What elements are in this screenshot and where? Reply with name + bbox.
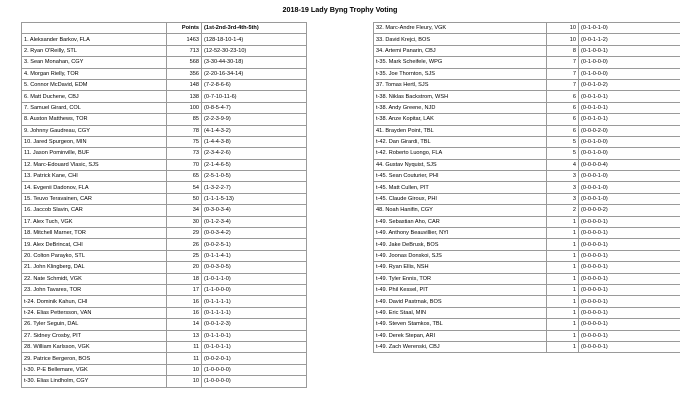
player-name: t-38. Niklas Backstrom, WSH bbox=[374, 91, 547, 102]
table-row bbox=[374, 125, 680, 136]
player-votes: (0-0-0-1-0) bbox=[579, 171, 680, 182]
player-votes: (0-0-0-0-1) bbox=[579, 341, 680, 352]
table-row bbox=[22, 376, 307, 387]
player-name: t-45. Claude Giroux, PHI bbox=[374, 193, 547, 204]
player-votes: (0-0-2-0-1) bbox=[202, 353, 307, 364]
table-row bbox=[374, 34, 680, 45]
player-points: 1 bbox=[547, 284, 579, 295]
header-votes: (1st-2nd-3rd-4th-5th) bbox=[202, 23, 307, 34]
table-row bbox=[374, 182, 680, 193]
voting-table-left bbox=[21, 22, 307, 388]
player-name: 20. Colton Parayko, STL bbox=[22, 250, 167, 261]
player-name: t-49. David Pastrnak, BOS bbox=[374, 296, 547, 307]
player-votes: (0-1-1-1-1) bbox=[202, 307, 307, 318]
player-name: 4. Morgan Rielly, TOR bbox=[22, 68, 167, 79]
player-votes: (1-1-1-5-13) bbox=[202, 193, 307, 204]
table-row bbox=[374, 79, 680, 90]
player-points: 356 bbox=[167, 68, 202, 79]
table-row bbox=[374, 159, 680, 170]
player-votes: (1-0-0-0-0) bbox=[202, 364, 307, 375]
player-name: t-30. Elias Lindholm, CGY bbox=[22, 376, 167, 387]
player-points: 6 bbox=[547, 102, 579, 113]
player-votes: (0-1-1-1-1) bbox=[202, 296, 307, 307]
player-votes: (0-0-0-0-1) bbox=[579, 284, 680, 295]
player-name: t-49. Anthony Beauvillier, NYI bbox=[374, 228, 547, 239]
player-points: 3 bbox=[547, 171, 579, 182]
table-row bbox=[374, 148, 680, 159]
player-votes: (128-18-10-1-4) bbox=[202, 34, 307, 45]
player-name: 19. Alex DeBrincat, CHI bbox=[22, 239, 167, 250]
player-votes: (0-0-1-1-2) bbox=[579, 34, 680, 45]
player-points: 50 bbox=[167, 193, 202, 204]
player-votes: (0-0-2-5-1) bbox=[202, 239, 307, 250]
player-points: 3 bbox=[547, 182, 579, 193]
table-row bbox=[22, 205, 307, 216]
player-votes: (0-7-10-11-6) bbox=[202, 91, 307, 102]
player-votes: (3-30-44-30-18) bbox=[202, 57, 307, 68]
player-points: 30 bbox=[167, 216, 202, 227]
player-votes: (0-0-0-0-1) bbox=[579, 296, 680, 307]
table-header-row bbox=[22, 23, 307, 34]
player-votes: (1-0-1-1-0) bbox=[202, 273, 307, 284]
player-points: 713 bbox=[167, 45, 202, 56]
player-points: 6 bbox=[547, 114, 579, 125]
table-row bbox=[374, 114, 680, 125]
player-points: 148 bbox=[167, 79, 202, 90]
header-player bbox=[22, 23, 167, 34]
player-points: 1463 bbox=[167, 34, 202, 45]
player-points: 10 bbox=[167, 376, 202, 387]
table-row bbox=[374, 228, 680, 239]
player-name: t-38. Anze Kopitar, LAK bbox=[374, 114, 547, 125]
player-name: t-49. Eric Staal, MIN bbox=[374, 307, 547, 318]
player-votes: (0-0-0-0-1) bbox=[579, 216, 680, 227]
player-points: 26 bbox=[167, 239, 202, 250]
player-votes: (1-3-2-2-7) bbox=[202, 182, 307, 193]
player-votes: (0-1-1-0-1) bbox=[202, 330, 307, 341]
table-row bbox=[374, 284, 680, 295]
table-row bbox=[374, 250, 680, 261]
player-votes: (0-0-0-0-1) bbox=[579, 330, 680, 341]
player-points: 1 bbox=[547, 296, 579, 307]
player-votes: (1-4-4-3-8) bbox=[202, 136, 307, 147]
player-name: 2. Ryan O'Reilly, STL bbox=[22, 45, 167, 56]
table-row bbox=[374, 91, 680, 102]
player-votes: (0-3-0-3-4) bbox=[202, 205, 307, 216]
player-votes: (0-0-0-0-1) bbox=[579, 307, 680, 318]
table-row bbox=[22, 216, 307, 227]
player-points: 73 bbox=[167, 148, 202, 159]
player-name: 44. Gustav Nyquist, SJS bbox=[374, 159, 547, 170]
player-points: 4 bbox=[547, 159, 579, 170]
player-name: 18. Mitchell Marner, TOR bbox=[22, 228, 167, 239]
player-name: 34. Artemi Panarin, CBJ bbox=[374, 45, 547, 56]
player-name: 41. Brayden Point, TBL bbox=[374, 125, 547, 136]
table-row bbox=[22, 136, 307, 147]
player-votes: (0-1-0-0-0) bbox=[579, 68, 680, 79]
player-votes: (0-0-1-0-1) bbox=[579, 114, 680, 125]
player-votes: (2-2-3-9-9) bbox=[202, 114, 307, 125]
player-name: 11. Jason Pominville, BUF bbox=[22, 148, 167, 159]
player-points: 5 bbox=[547, 136, 579, 147]
player-votes: (0-0-0-0-1) bbox=[579, 262, 680, 273]
player-name: t-35. Mark Scheifele, WPG bbox=[374, 57, 547, 68]
voting-table-right bbox=[373, 22, 680, 353]
player-votes: (0-0-3-4-2) bbox=[202, 228, 307, 239]
player-name: 14. Evgenii Dadonov, FLA bbox=[22, 182, 167, 193]
player-points: 1 bbox=[547, 239, 579, 250]
player-votes: (0-8-5-4-7) bbox=[202, 102, 307, 113]
player-name: 13. Patrick Kane, CHI bbox=[22, 171, 167, 182]
player-points: 6 bbox=[547, 91, 579, 102]
player-votes: (1-1-0-0-0) bbox=[202, 284, 307, 295]
player-points: 75 bbox=[167, 136, 202, 147]
player-name: t-49. Derek Stepan, ARI bbox=[374, 330, 547, 341]
player-votes: (0-0-1-0-2) bbox=[579, 79, 680, 90]
player-name: t-30. P-E Bellemare, VGK bbox=[22, 364, 167, 375]
player-points: 7 bbox=[547, 68, 579, 79]
player-points: 14 bbox=[167, 319, 202, 330]
player-points: 11 bbox=[167, 353, 202, 364]
player-name: t-35. Joe Thornton, SJS bbox=[374, 68, 547, 79]
player-votes: (0-0-0-1-0) bbox=[579, 182, 680, 193]
player-votes: (12-52-30-23-10) bbox=[202, 45, 307, 56]
table-row bbox=[22, 193, 307, 204]
player-points: 1 bbox=[547, 330, 579, 341]
player-points: 1 bbox=[547, 307, 579, 318]
player-votes: (0-0-0-0-1) bbox=[579, 228, 680, 239]
player-votes: (0-0-0-0-2) bbox=[579, 205, 680, 216]
table-row bbox=[22, 102, 307, 113]
player-points: 65 bbox=[167, 171, 202, 182]
table-row bbox=[22, 45, 307, 56]
player-name: t-49. Tyler Ennis, TOR bbox=[374, 273, 547, 284]
player-points: 29 bbox=[167, 228, 202, 239]
player-points: 54 bbox=[167, 182, 202, 193]
player-points: 10 bbox=[547, 23, 579, 34]
player-name: 32. Marc-Andre Fleury, VGK bbox=[374, 23, 547, 34]
player-votes: (2-1-4-6-5) bbox=[202, 159, 307, 170]
player-votes: (0-1-1-4-1) bbox=[202, 250, 307, 261]
player-points: 2 bbox=[547, 205, 579, 216]
player-name: 15. Teuvo Teravainen, CAR bbox=[22, 193, 167, 204]
player-name: 26. Tyler Seguin, DAL bbox=[22, 319, 167, 330]
player-votes: (0-0-1-0-1) bbox=[579, 91, 680, 102]
table-row bbox=[22, 148, 307, 159]
player-points: 25 bbox=[167, 250, 202, 261]
page-title: 2018-19 Lady Byng Trophy Voting bbox=[282, 5, 398, 14]
table-row bbox=[374, 193, 680, 204]
player-points: 7 bbox=[547, 79, 579, 90]
player-name: t-42. Roberto Luongo, FLA bbox=[374, 148, 547, 159]
table-row bbox=[22, 125, 307, 136]
table-row bbox=[374, 57, 680, 68]
player-name: 27. Sidney Crosby, PIT bbox=[22, 330, 167, 341]
player-votes: (0-1-2-3-4) bbox=[202, 216, 307, 227]
player-name: 10. Jared Spurgeon, MIN bbox=[22, 136, 167, 147]
player-points: 1 bbox=[547, 319, 579, 330]
player-name: 8. Auston Matthews, TOR bbox=[22, 114, 167, 125]
player-points: 20 bbox=[167, 262, 202, 273]
player-points: 568 bbox=[167, 57, 202, 68]
table-row bbox=[374, 262, 680, 273]
player-points: 1 bbox=[547, 216, 579, 227]
player-votes: (0-0-0-0-1) bbox=[579, 239, 680, 250]
player-name: 5. Connor McDavid, EDM bbox=[22, 79, 167, 90]
table-row bbox=[22, 353, 307, 364]
player-name: 33. David Krejci, BOS bbox=[374, 34, 547, 45]
player-votes: (0-0-1-0-1) bbox=[579, 102, 680, 113]
table-row bbox=[22, 273, 307, 284]
player-votes: (0-1-0-0-1) bbox=[579, 45, 680, 56]
player-name: t-49. Sebastian Aho, CAR bbox=[374, 216, 547, 227]
table-row bbox=[22, 182, 307, 193]
table-row bbox=[374, 23, 680, 34]
table-row bbox=[374, 319, 680, 330]
player-points: 8 bbox=[547, 45, 579, 56]
table-row bbox=[22, 364, 307, 375]
table-row bbox=[22, 239, 307, 250]
player-points: 10 bbox=[547, 34, 579, 45]
player-points: 10 bbox=[167, 364, 202, 375]
player-points: 16 bbox=[167, 307, 202, 318]
player-points: 1 bbox=[547, 273, 579, 284]
player-points: 1 bbox=[547, 228, 579, 239]
player-name: t-49. Ryan Ellis, NSH bbox=[374, 262, 547, 273]
player-points: 3 bbox=[547, 193, 579, 204]
table-row bbox=[22, 91, 307, 102]
player-name: t-49. Jake DeBrusk, BOS bbox=[374, 239, 547, 250]
player-name: 7. Samuel Girard, COL bbox=[22, 102, 167, 113]
table-row bbox=[22, 307, 307, 318]
player-votes: (0-0-1-2-3) bbox=[202, 319, 307, 330]
table-row bbox=[374, 68, 680, 79]
table-row bbox=[22, 228, 307, 239]
player-name: 28. William Karlsson, VGK bbox=[22, 341, 167, 352]
table-row bbox=[22, 250, 307, 261]
table-row bbox=[22, 159, 307, 170]
player-votes: (2-3-4-2-6) bbox=[202, 148, 307, 159]
player-name: t-45. Matt Cullen, PIT bbox=[374, 182, 547, 193]
player-points: 34 bbox=[167, 205, 202, 216]
table-row bbox=[374, 45, 680, 56]
player-points: 78 bbox=[167, 125, 202, 136]
player-name: t-49. Zach Werenski, CBJ bbox=[374, 341, 547, 352]
table-row bbox=[22, 296, 307, 307]
player-votes: (0-0-0-0-1) bbox=[579, 273, 680, 284]
table-row bbox=[22, 319, 307, 330]
player-votes: (4-1-4-3-2) bbox=[202, 125, 307, 136]
player-name: 17. Alex Tuch, VGK bbox=[22, 216, 167, 227]
player-points: 100 bbox=[167, 102, 202, 113]
player-points: 11 bbox=[167, 341, 202, 352]
player-points: 18 bbox=[167, 273, 202, 284]
player-name: 3. Sean Monahan, CGY bbox=[22, 57, 167, 68]
player-name: 37. Tomas Hertl, SJS bbox=[374, 79, 547, 90]
player-name: 23. John Tavares, TOR bbox=[22, 284, 167, 295]
player-name: t-42. Dan Girardi, TBL bbox=[374, 136, 547, 147]
player-name: 6. Matt Duchene, CBJ bbox=[22, 91, 167, 102]
player-points: 6 bbox=[547, 125, 579, 136]
player-votes: (0-1-0-1-0) bbox=[579, 23, 680, 34]
table-row bbox=[374, 307, 680, 318]
table-row bbox=[374, 296, 680, 307]
player-votes: (2-20-16-34-14) bbox=[202, 68, 307, 79]
player-name: t-38. Andy Greene, NJD bbox=[374, 102, 547, 113]
player-points: 7 bbox=[547, 57, 579, 68]
player-name: t-24. Dominik Kahun, CHI bbox=[22, 296, 167, 307]
player-name: 1. Aleksander Barkov, FLA bbox=[22, 34, 167, 45]
player-votes: (0-0-0-1-0) bbox=[579, 193, 680, 204]
player-votes: (0-0-3-0-5) bbox=[202, 262, 307, 273]
table-row bbox=[22, 262, 307, 273]
player-points: 17 bbox=[167, 284, 202, 295]
player-name: t-49. Joonas Donskoi, SJS bbox=[374, 250, 547, 261]
player-name: t-49. Phil Kessel, PIT bbox=[374, 284, 547, 295]
player-votes: (0-0-1-0-0) bbox=[579, 136, 680, 147]
player-points: 16 bbox=[167, 296, 202, 307]
player-votes: (0-0-0-0-4) bbox=[579, 159, 680, 170]
table-row bbox=[374, 330, 680, 341]
table-row bbox=[22, 284, 307, 295]
player-points: 1 bbox=[547, 262, 579, 273]
table-row bbox=[22, 171, 307, 182]
player-name: 29. Patrice Bergeron, BOS bbox=[22, 353, 167, 364]
table-row bbox=[374, 102, 680, 113]
player-name: t-49. Steven Stamkos, TBL bbox=[374, 319, 547, 330]
player-points: 1 bbox=[547, 341, 579, 352]
table-row bbox=[374, 273, 680, 284]
header-points: Points bbox=[167, 23, 202, 34]
player-points: 85 bbox=[167, 114, 202, 125]
player-points: 5 bbox=[547, 148, 579, 159]
player-name: t-24. Elias Pettersson, VAN bbox=[22, 307, 167, 318]
player-name: 9. Johnny Gaudreau, CGY bbox=[22, 125, 167, 136]
table-row bbox=[22, 341, 307, 352]
player-points: 1 bbox=[547, 250, 579, 261]
table-row bbox=[22, 57, 307, 68]
table-row bbox=[374, 341, 680, 352]
player-name: t-45. Sean Couturier, PHI bbox=[374, 171, 547, 182]
player-points: 138 bbox=[167, 91, 202, 102]
player-votes: (0-0-1-0-0) bbox=[579, 148, 680, 159]
table-row bbox=[22, 330, 307, 341]
player-points: 70 bbox=[167, 159, 202, 170]
player-votes: (0-1-0-0-0) bbox=[579, 57, 680, 68]
player-name: 22. Nate Schmidt, VGK bbox=[22, 273, 167, 284]
table-row bbox=[22, 79, 307, 90]
player-votes: (0-0-0-0-1) bbox=[579, 319, 680, 330]
player-votes: (0-0-0-2-0) bbox=[579, 125, 680, 136]
player-votes: (0-0-0-0-1) bbox=[579, 250, 680, 261]
table-row bbox=[374, 205, 680, 216]
table-row bbox=[22, 68, 307, 79]
player-votes: (7-2-8-6-6) bbox=[202, 79, 307, 90]
table-row bbox=[374, 216, 680, 227]
table-row bbox=[374, 171, 680, 182]
player-name: 48. Noah Hanifin, CGY bbox=[374, 205, 547, 216]
player-points: 13 bbox=[167, 330, 202, 341]
table-row bbox=[374, 136, 680, 147]
player-name: 16. Jaccob Slavin, CAR bbox=[22, 205, 167, 216]
player-name: 12. Marc-Edouard Vlasic, SJS bbox=[22, 159, 167, 170]
table-row bbox=[374, 239, 680, 250]
player-name: 21. John Klingberg, DAL bbox=[22, 262, 167, 273]
player-votes: (0-1-0-1-1) bbox=[202, 341, 307, 352]
table-row bbox=[22, 114, 307, 125]
table-row bbox=[22, 34, 307, 45]
player-votes: (2-5-1-0-5) bbox=[202, 171, 307, 182]
player-votes: (1-0-0-0-0) bbox=[202, 376, 307, 387]
